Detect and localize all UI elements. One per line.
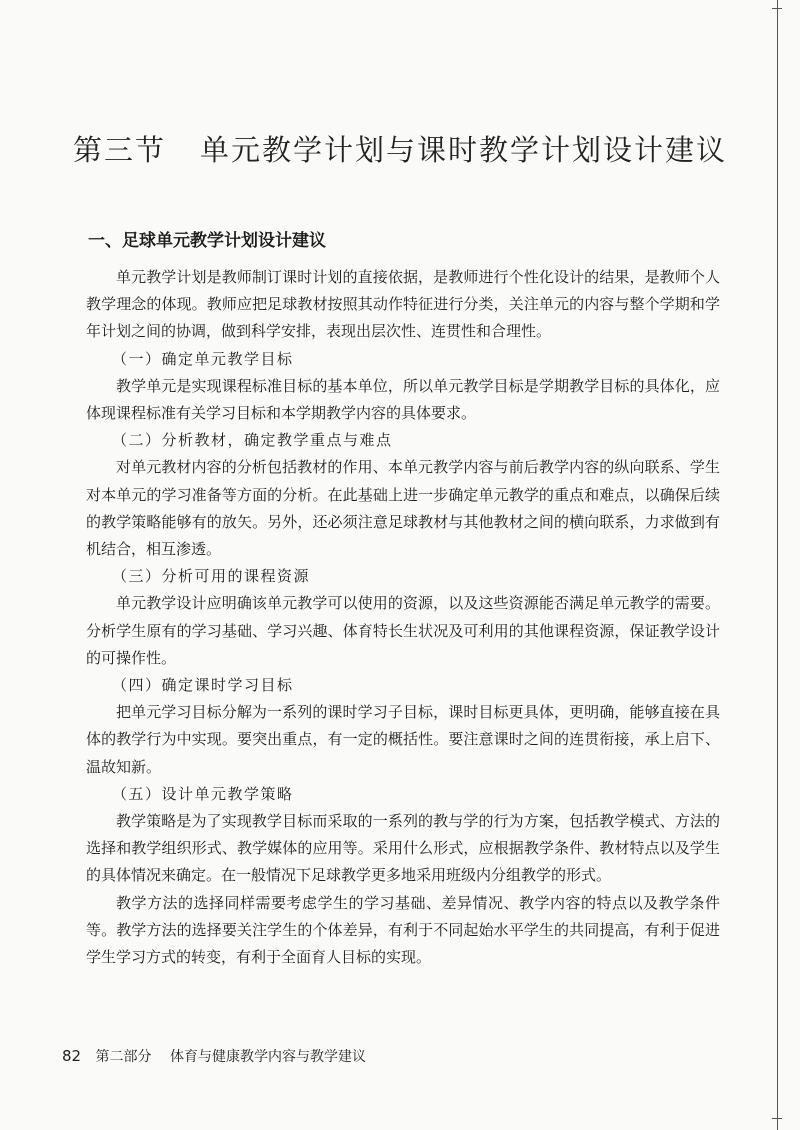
paragraph: 单元教学计划是教师制订课时计划的直接依据，是教师进行个性化设计的结果，是教师个人教学理念的体现。教师应把足球教材按照其动作特征进行分类，关注单元的内容与整个学期和学年计划之间的协调，做到科学安排，表现出层次性、连贯性和合理性。 (86, 268, 720, 341)
page-number: 82 (62, 1047, 82, 1065)
page-title (0, 128, 800, 169)
body-content (86, 264, 720, 971)
subsection-heading: （四）确定课时学习目标 (112, 676, 294, 695)
paragraph: 把单元学习目标分解为一系列的课时学习子目标，课时目标更具体，更明确，能够直接在具体的教学行为中实现。要突出重点，有一定的概括性。要注意课时之间的连贯衔接，承上启下、温故知新。 (86, 703, 720, 776)
paragraph: 对单元教材内容的分析包括教材的作用、本单元教学内容与前后教学内容的纵向联系、学生对本单元的学习准备等方面的分析。在此基础上进一步确定单元教学的重点和难点，以确保后续的教学策略能够有的放矢。另外，还必须注意足球教材与其他教材之间的横向联系，力求做到有机结合，相互渗透。 (86, 458, 720, 559)
subsection-heading: （三）分析可用的课程资源 (112, 567, 311, 586)
subsection-heading: （五）设计单元教学策略 (112, 784, 294, 803)
page-edge-tick (772, 1118, 782, 1119)
page-edge-tick (772, 8, 782, 9)
paragraph: 教学策略是为了实现教学目标而采取的一系列的教与学的行为方案，包括教学模式、方法的选择和教学组织形式、教学媒体的应用等。采用什么形式，应根据教学条件、教材特点以及学生的具体情况来确定。在一般情况下足球教学更多地采用班级内分组教学的形式。 (86, 812, 720, 885)
page-footer (62, 1046, 366, 1066)
footer-part: 第二部分 (95, 1049, 152, 1065)
section-title: 单元教学计划与课时教学计划设计建议 (200, 133, 728, 167)
subsection-heading: （二）分析教材，确定教学重点与难点 (112, 431, 393, 450)
paragraph: 教学方法的选择同样需要考虑学生的学习基础、差异情况、教学内容的特点以及教学条件等。教学方法的选择要关注学生的个体差异，有利于不同起始水平学生的共同提高，有利于促进学生学习方式的转变，有利于全面育人目标的实现。 (86, 893, 720, 967)
footer-part-title: 体育与健康教学内容与教学建议 (170, 1049, 366, 1065)
subsection-heading: （一）确定单元教学目标 (112, 349, 294, 368)
paragraph: 教学单元是实现课程标准目标的基本单位，所以单元教学目标是学期教学目标的具体化，应体现课程标准有关学习目标和本学期教学内容的具体要求。 (86, 376, 720, 423)
section-heading: 一、足球单元教学计划设计建议 (88, 231, 326, 251)
paragraph: 单元教学设计应明确该单元教学可以使用的资源，以及这些资源能否满足单元教学的需要。分析学生原有的学习基础、学习兴趣、体育特长生状况及可利用的其他课程资源，保证教学设计的可操作性。 (86, 594, 720, 667)
section-number: 第三节 (72, 133, 166, 167)
page-edge-line (777, 0, 778, 1130)
